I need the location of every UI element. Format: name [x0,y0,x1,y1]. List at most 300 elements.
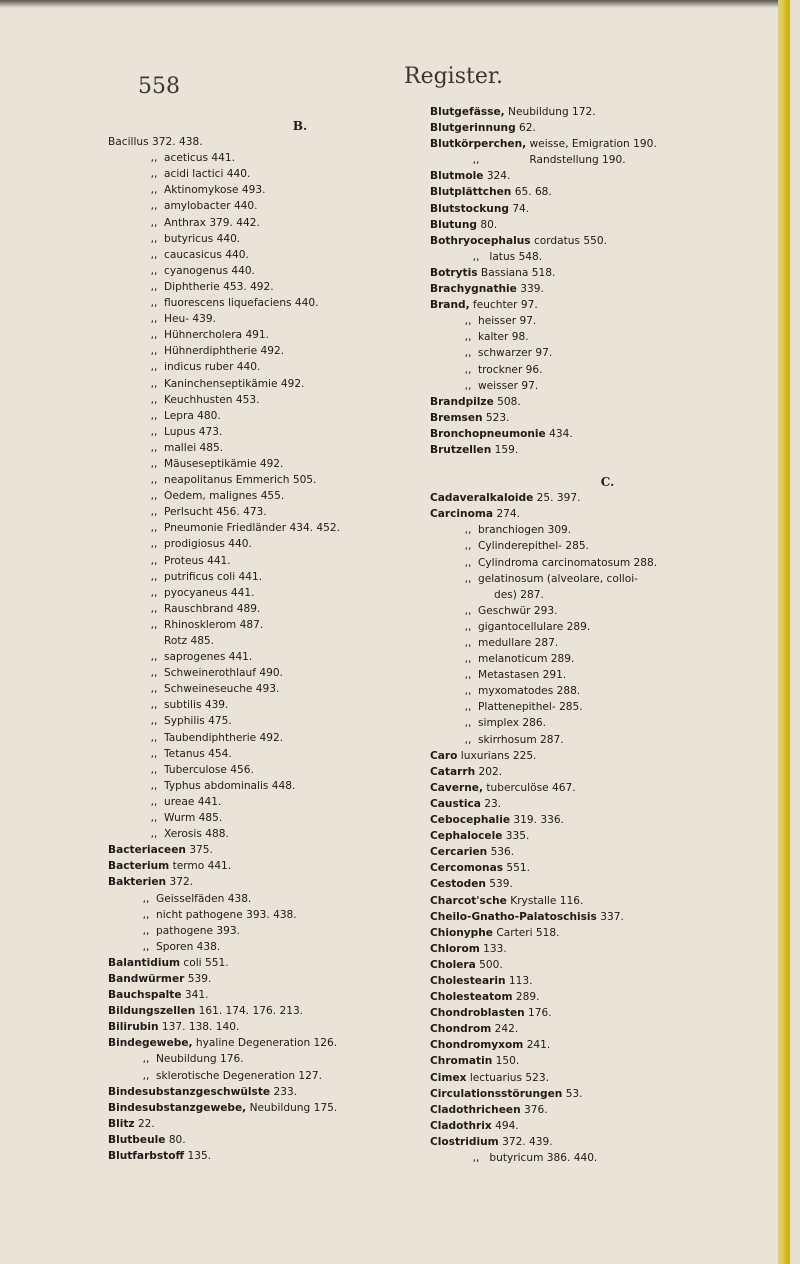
entry-locators: 337. [596,910,624,923]
sub-entry [108,762,468,778]
index-entry [430,1021,785,1037]
sub-entry-text: Schweinerothlauf 490. [164,667,283,680]
ditto-mark: ,, [150,152,158,165]
sub-entry-text: butyricum 386. 440. [489,1152,598,1164]
entry-locators: cordatus 550. [530,234,607,247]
ditto-mark: ,, [150,425,158,438]
ditto-mark: ,, [150,586,158,599]
sub-entry-text: Aktinomykose 493. [164,184,266,197]
entry-locators: 150. [492,1055,520,1068]
entry-heading: Bothryocephalus [430,234,531,247]
sub-entry-text: trockner 96. [478,363,543,376]
ditto-mark: ,, [150,795,158,808]
entry-heading: Cholesteatom [430,991,513,1004]
ditto-mark: ,, [472,1152,480,1164]
entry-locators: 372. [166,876,194,889]
sub-entry-text: gelatinosum (alveolare, colloi- [478,572,638,585]
ditto-mark: ,, [150,345,158,358]
ditto-mark: ,, [464,540,472,553]
sub-entry [108,327,468,343]
sub-entry [430,635,785,651]
sub-entry-text: heisser 97. [478,315,537,328]
sub-entry [430,603,785,619]
sub-entry-text: Syphilis 475. [164,715,232,728]
sub-entry [108,730,468,746]
sub-entry [108,778,468,794]
ditto-mark: ,, [464,717,472,730]
ditto-mark: ,, [150,441,158,454]
entry-locators: 551. [503,862,531,875]
sub-entry-text: schwarzer 97. [478,347,553,360]
index-entry [108,1019,468,1035]
sub-entry [108,279,468,295]
entry-locators: lectuarius 523. [466,1071,549,1084]
sub-entry [108,649,468,665]
sub-entry-text: sklerotische Degeneration 127. [156,1069,323,1082]
ditto-mark: ,, [472,250,480,263]
entry-heading: Chondrom [430,1023,492,1036]
index-entry [430,957,785,973]
entry-heading: Caustica [430,797,481,810]
sub-entry [108,585,468,601]
sub-entry [430,329,785,345]
sub-entry [108,536,468,552]
entry-heading: Bakterien [108,876,167,889]
entry-heading: Cheilo-Gnatho-Palatoschisis [430,910,597,923]
sub-entry [430,345,785,361]
bacillus-sublist [108,150,468,633]
sub-entry-text: Taubendiphtherie 492. [164,731,284,744]
sub-entry [108,408,468,424]
entry-heading: Cestoden [430,878,486,891]
entry-heading: Blutkörperchen, [430,138,527,151]
ditto-mark: ,, [150,763,158,776]
ditto-mark: ,, [150,667,158,680]
entry-heading: Bindesubstanzgeschwülste [108,1085,271,1098]
entry-heading: Chondromyxom [430,1039,524,1052]
sub-entry-text: Lepra 480. [164,409,221,422]
entry-locators: 539. [184,972,212,985]
sub-entry [108,794,468,810]
sub-entry-text: branchiogen 309. [478,524,572,537]
index-entry [430,909,785,925]
sub-entry-text: Anthrax 379. 442. [164,216,260,229]
entry-heading: Bremsen [430,411,483,424]
sub-entry [108,713,468,729]
sub-entry [430,571,785,587]
ditto-mark: ,, [150,651,158,664]
ditto-mark: ,, [150,812,158,825]
sub-entry-text: Diphtherie 453. 492. [164,280,274,293]
entry-locators: 372. 439. [498,1135,553,1148]
left-column [108,118,468,1164]
sub-entry [108,681,468,697]
index-entry [430,104,785,120]
bindegewebe-sublist [108,1051,468,1083]
sub-entry [108,746,468,762]
sub-entry [430,378,785,394]
entry-locators: 341. [181,989,209,1002]
index-entry [430,780,785,796]
sub-entry-text: caucasicus 440. [164,248,249,261]
ditto-mark: ,, [464,556,472,569]
index-entry [430,941,785,957]
entry-heading: Bacteriaceen [108,844,186,857]
index-entry [108,1116,468,1132]
sub-entry [430,715,785,731]
sub-entry [108,424,468,440]
sub-entry [430,651,785,667]
carcinoma-continuation: des) 287. [494,588,544,601]
sub-entry-text: ureae 441. [164,795,222,808]
sub-entry-text: melanoticum 289. [478,653,575,666]
entry-locators: Carteri 518. [492,926,560,939]
ditto-mark: ,, [464,524,472,537]
sub-entry-text: pyocyaneus 441. [164,586,255,599]
sub-entry-text: Sporen 438. [156,940,221,953]
index-entry [108,842,468,858]
sub-entry-text: fluorescens liquefaciens 440. [164,297,319,310]
sub-entry-text: simplex 286. [478,717,547,730]
ditto-mark: ,, [472,154,480,167]
sub-entry-text: Mäuseseptikämie 492. [164,457,284,470]
index-entry [430,1053,785,1069]
entry-locators: 536. [487,846,515,859]
sub-entry [430,555,785,571]
ditto-mark: ,, [142,924,150,937]
sub-entry [108,1068,468,1084]
index-entry-rotz [108,633,468,649]
carcinoma-sublist-2 [430,603,785,748]
entry-locators: 375. [185,844,213,857]
sub-entry [108,697,468,713]
entry-heading: Catarrh [430,765,476,778]
sub-entry-text: Oedem, malignes 455. [164,490,285,503]
right-column [430,104,785,1166]
entry-heading: Bandwürmer [108,972,185,985]
entry-heading: Carcinoma [430,508,494,521]
sub-entry-text: acidi lactici 440. [164,168,251,181]
sub-entry-text: skirrhosum 287. [478,733,564,746]
ditto-mark: ,, [150,329,158,342]
ditto-mark: ,, [150,377,158,390]
entry-locators: 539. [485,878,513,891]
sub-entry [108,295,468,311]
entry-locators: Neubildung 172. [504,106,596,118]
sub-entry [108,263,468,279]
entry-heading: Clostridium [430,1135,499,1148]
sub-entry [108,166,468,182]
entry-heading: Blitz [108,1117,135,1130]
running-head: Register. [404,64,503,89]
entry-locators: 23. [480,797,502,810]
sub-entry [108,392,468,408]
sub-entry-text: putrificus coli 441. [164,570,263,583]
ditto-mark: ,, [464,363,472,376]
entry-locators: 176. [524,1007,552,1020]
sub-entry-text: Keuchhusten 453. [164,393,260,406]
entry-locators: 113. [505,974,533,987]
ditto-mark: ,, [150,216,158,229]
ditto-mark: ,, [142,940,150,953]
ditto-mark: ,, [464,637,472,649]
entry-locators: luxurians 225. [457,749,537,762]
ditto-mark: ,, [464,685,472,698]
index-entry [108,1100,468,1116]
entry-heading: Cladothrix [430,1119,492,1132]
sub-entry-text: Hühnerdiphtherie 492. [164,345,285,358]
ditto-mark: ,, [464,347,472,360]
entry-locators: 233. [270,1085,298,1098]
sub-entry-text: neapolitanus Emmerich 505. [164,474,317,487]
ditto-mark: ,, [142,892,150,905]
bakterien-sublist [108,891,468,955]
index-entry [430,281,785,297]
sub-entry-text: Wurm 485. [164,812,223,825]
ditto-mark: ,, [150,747,158,760]
page-number: 558 [138,74,180,99]
sub-entry-text: subtilis 439. [164,699,229,712]
ditto-mark: ,, [464,379,472,392]
entry-locators: 523. [482,411,510,424]
sub-entry-text: aceticus 441. [164,152,235,165]
ditto-mark: ,, [150,297,158,310]
ditto-mark: ,, [150,457,158,470]
bacillus-label: Bacillus [108,136,149,149]
ditto-mark: ,, [150,168,158,181]
entry-locators: 62. [515,122,536,135]
entry-heading: Caverne, [430,781,483,794]
sub-entry [108,488,468,504]
sub-entry-randstellung [430,152,785,168]
entry-heading: Chondroblasten [430,1007,525,1020]
index-entry [108,955,468,971]
index-entry [108,1132,468,1148]
entry-heading: Cebocephalie [430,814,511,827]
entry-heading: Bindesubstanzgewebe, [108,1101,247,1114]
sub-entry [108,569,468,585]
entry-locators: 80. [165,1133,186,1146]
index-entry [430,1134,785,1150]
index-entry [108,987,468,1003]
entries-group-c [430,265,785,313]
ditto-mark: ,, [464,669,472,682]
entry-locators: 25. 397. [533,492,581,505]
entry-heading: Blutung [430,218,477,231]
index-entry [430,812,785,828]
sub-entry-text: weisser 97. [478,379,539,392]
sub-entry-text: Proteus 441. [164,554,231,567]
sub-entry-text: Rhinosklerom 487. [164,618,264,631]
entry-heading: Cadaveralkaloide [430,492,534,505]
entry-locators: Neubildung 175. [246,1101,338,1114]
ditto-mark: ,, [150,248,158,261]
entry-locators: 319. 336. [510,814,564,827]
sub-entry [108,150,468,166]
sub-entry [430,313,785,329]
sub-entry-text: pathogene 393. [156,924,240,937]
sub-entry-text: Rauschbrand 489. [164,602,261,615]
entry-heading: Circulationsstörungen [430,1087,563,1100]
entry-heading: Brandpilze [430,395,494,408]
entry-locators: 500. [475,958,503,971]
carcinoma-sublist [430,522,785,586]
index-entry [430,410,785,426]
entry-heading: Bindegewebe, [108,1037,193,1050]
entry-locators: 376. [520,1103,548,1116]
entry-locators: 80. [476,218,498,231]
sub-entry-text: Pneumonie Friedländer 434. 452. [164,522,341,535]
index-entry [430,1005,785,1021]
entry-locators: 133. [479,942,507,955]
entries-group-a [430,104,785,152]
entry-heading: Bilirubin [108,1021,159,1034]
entry-heading: Blutmole [430,170,484,183]
entries-group-e [430,490,785,522]
sub-entry-text: cyanogenus 440. [164,264,255,277]
index-entry [430,764,785,780]
sub-entry [108,440,468,456]
sub-entry [108,198,468,214]
sub-entry-text: Hühnercholera 491. [164,329,270,342]
entry-locators: hyaline Degeneration 126. [192,1037,338,1050]
entry-heading: Bildungszellen [108,1005,196,1018]
entry-heading: Chionyphe [430,926,493,939]
sub-entry-text: Tuberculose 456. [164,763,254,776]
rotz-text: Rotz 485. [164,635,215,647]
ditto-mark: ,, [464,331,472,344]
index-entry [108,858,468,874]
entries-group-b [430,168,785,248]
entry-heading: Blutfarbstoff [108,1150,185,1162]
index-entry [430,490,785,506]
entry-locators: 494. [491,1119,519,1132]
entries-group-1 [108,842,468,890]
sub-entry-text: Geisselfäden 438. [156,892,252,905]
sub-entry-text: butyricus 440. [164,232,241,245]
bacillus-sublist-2 [108,649,468,842]
sub-entry [108,891,468,907]
entry-heading: Chromatin [430,1055,493,1068]
entry-heading: Botrytis [430,266,478,279]
index-entry [430,973,785,989]
index-entry [430,1037,785,1053]
ditto-mark: ,, [464,653,472,666]
entry-locators: weisse, Emigration 190. [526,138,657,151]
sub-entry [108,601,468,617]
sub-entry-text: Xerosis 488. [164,828,229,841]
ditto-mark: ,, [150,393,158,406]
sub-entry-text: amylobacter 440. [164,200,258,213]
ditto-mark: ,, [142,1053,150,1066]
sub-entry [430,619,785,635]
sub-entry-latus [430,249,785,265]
sub-entry [108,810,468,826]
entry-locators: 434. [545,427,573,440]
entry-heading: Chlorom [430,942,480,955]
entry-locators: 135. [184,1150,212,1162]
index-entry [430,233,785,249]
entry-locators: 508. [493,395,521,408]
ditto-mark: ,, [150,361,158,374]
entry-heading: Cholestearin [430,974,506,987]
index-entry [430,893,785,909]
sub-entry [108,504,468,520]
index-entry [430,828,785,844]
ditto-mark: ,, [150,409,158,422]
entry-heading: Brand, [430,299,470,312]
entries-group-d [430,394,785,458]
sub-entry-text: Plattenepithel- 285. [478,701,583,714]
entry-heading: Brutzellen [430,443,492,456]
entry-locators: 274. [493,508,521,521]
sub-entry-text: Cylinderepithel- 285. [478,540,589,553]
sub-entry [108,182,468,198]
entry-locators: 53. [562,1087,583,1100]
entry-heading: Bauchspalte [108,989,182,1002]
entry-locators: 242. [491,1023,519,1036]
entry-heading: Charcot'sche [430,894,507,907]
entry-locators: termo 441. [169,860,232,873]
sub-entry-text: kalter 98. [478,331,529,344]
index-entry [430,442,785,458]
sub-entry [108,939,468,955]
index-entry [108,874,468,890]
ditto-mark: ,, [150,683,158,696]
sub-entry-text: Tetanus 454. [164,747,232,760]
sub-entry [108,1051,468,1067]
brand-sublist [430,313,785,393]
entry-locators: 241. [523,1039,551,1052]
index-entry [108,1035,468,1051]
section-letter-c: C. [600,475,615,490]
entry-heading: Cercarien [430,846,488,859]
entry-heading: Cladothricheen [430,1103,521,1116]
sub-entry [108,472,468,488]
index-entry [430,426,785,442]
index-entry [108,971,468,987]
index-entry [430,1086,785,1102]
index-entry [430,506,785,522]
ditto-mark: ,, [150,618,158,631]
entry-locators: 65. 68. [511,186,552,199]
sub-entry-text: Cylindroma carcinomatosum 288. [478,556,658,569]
ditto-mark: ,, [464,604,472,617]
ditto-mark: ,, [150,699,158,712]
sub-entry [430,667,785,683]
ditto-mark: ,, [150,280,158,293]
sub-entry [430,538,785,554]
index-entry [430,217,785,233]
book-spine-edge [778,0,790,1264]
ditto-mark: ,, [150,570,158,583]
index-entry [108,1003,468,1019]
sub-entry-text: gigantocellulare 289. [478,620,591,633]
sub-entry [430,362,785,378]
ditto-mark: ,, [150,232,158,245]
entry-heading: Blutgerinnung [430,122,516,135]
sub-entry-text: latus 548. [489,250,543,263]
ditto-mark: ,, [150,184,158,197]
ditto-mark: ,, [150,490,158,503]
sub-entry-text: saprogenes 441. [164,651,253,664]
ditto-mark: ,, [142,908,150,921]
entry-locators: 159. [491,443,519,456]
entry-locators: coli 551. [180,956,229,969]
sub-entry [430,732,785,748]
ditto-mark: ,, [150,313,158,326]
index-entry [430,876,785,892]
